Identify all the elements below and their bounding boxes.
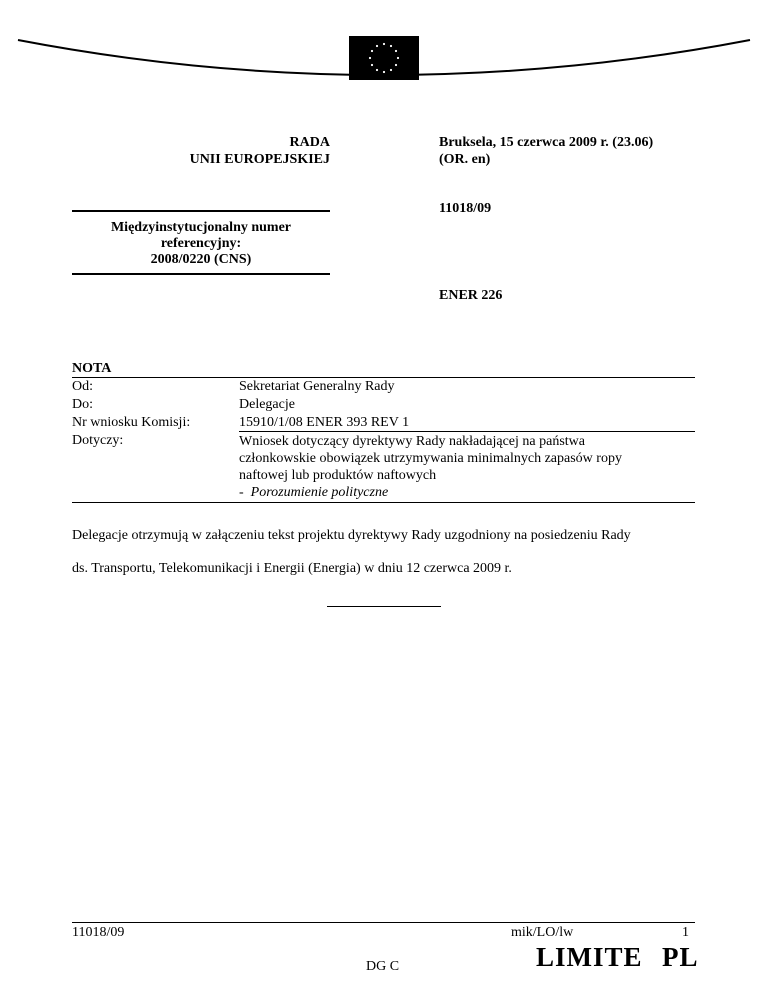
footer-doc-number: 11018/09 (72, 925, 125, 940)
footer-page-number: 1 (682, 925, 689, 940)
subject-dash-item: Porozumienie polityczne (250, 485, 389, 500)
footer-dg: DG C (366, 959, 400, 974)
nota-rule-top (72, 377, 695, 378)
footer-language: PL (662, 942, 699, 972)
footer-rule (72, 922, 695, 923)
doc-code: ENER 226 (439, 288, 503, 303)
footer-classification: LIMITE (536, 942, 643, 972)
eu-flag-icon (349, 36, 419, 80)
row-value-proposal: 15910/1/08 ENER 393 REV 1 (239, 415, 410, 430)
ref-line-2: referencyjny: (160, 236, 242, 251)
separator-line (327, 606, 441, 607)
row-label-from: Od: (72, 379, 93, 394)
ref-line-1: Międzyinstytucjonalny numer (110, 220, 292, 235)
body-line-1: Delegacje otrzymują w załączeniu tekst projektu dyrektywy Rady uzgodniony na posiedzeniu Rady (72, 528, 631, 543)
subject-dash-row (239, 484, 695, 501)
row-value-to: Delegacje (239, 397, 295, 412)
date-line-2: (OR. en) (439, 152, 491, 167)
footer-initials: mik/LO/lw (511, 925, 574, 940)
body-line-2: ds. Transportu, Telekomunikacji i Energii (Energia) w dniu 12 czerwca 2009 r. (72, 561, 512, 576)
date-line-1: Bruksela, 15 czerwca 2009 r. (23.06) (439, 135, 654, 150)
row-value-subject (239, 433, 695, 501)
date-block (439, 134, 653, 168)
subject-line-2: członkowskie obowiązek utrzymywania minimalnych zapasów ropy (239, 451, 622, 466)
row-label-subject: Dotyczy: (72, 433, 124, 448)
body-paragraph (72, 519, 702, 585)
doc-number: 11018/09 (439, 201, 492, 216)
row-label-proposal: Nr wniosku Komisji: (72, 415, 191, 430)
row-label-to: Do: (72, 397, 93, 412)
council-line-1: RADA (289, 135, 330, 150)
nota-rule-bottom (72, 502, 695, 503)
ref-line-3: 2008/0220 (CNS) (150, 252, 252, 267)
subject-rule (239, 431, 695, 432)
interinstitutional-reference (72, 210, 330, 275)
row-value-from: Sekretariat Generalny Rady (239, 379, 395, 394)
subject-line-1: Wniosek dotyczący dyrektywy Rady nakładającej na państwa (239, 434, 585, 449)
council-name (120, 134, 330, 168)
council-line-2: UNII EUROPEJSKIEJ (189, 152, 330, 167)
subject-dash: - (239, 485, 244, 500)
nota-title: NOTA (72, 361, 112, 376)
subject-line-3: naftowej lub produktów naftowych (239, 468, 437, 483)
